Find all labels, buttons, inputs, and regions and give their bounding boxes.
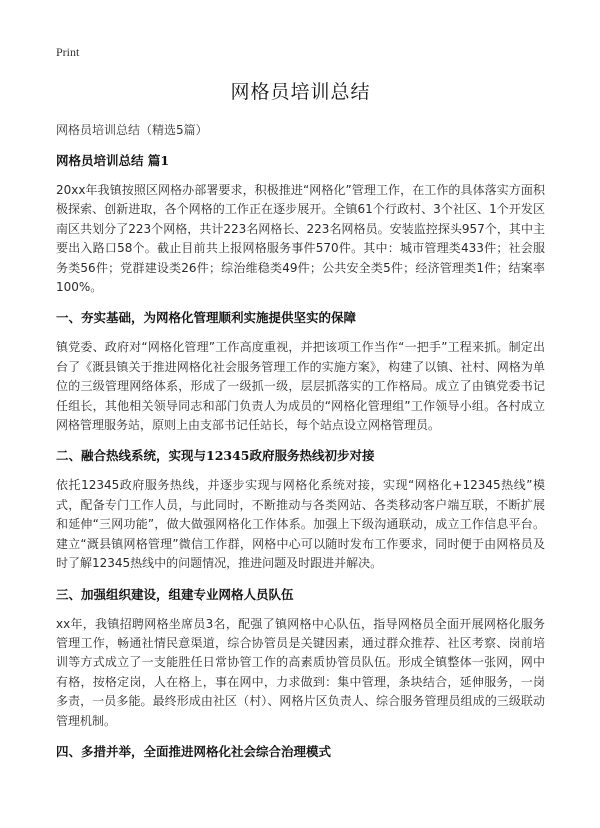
page-title: 网格员培训总结	[230, 81, 371, 103]
intro-paragraph: 20xx年我镇按照区网格办部署要求，积极推进“网格化”管理工作，在工作的具体落实方面积极探索、创新进取，各个网格的工作正在逐步展开。全镇61个行政村、3个社区、1个开发区南区共划分了223个网格，共计223名网格长、223名网格员。安装监控探头957个，其中主要出入路口58个。截止目前共上报网格服务事件570件。其中：城市管理类433件；社会服务类56件；党群建设类26件；综治维稳类49件；公共安全类5件；经济管理类1件；结案率100%。	[56, 183, 545, 295]
section-heading-4: 四、多措并举，全面推进网格化社会综合治理模式	[56, 743, 332, 759]
section-heading-1: 一、夯实基础，为网格化管理顺利实施提供坚实的保障	[56, 310, 357, 326]
print-link[interactable]: Print	[56, 45, 80, 59]
section-body-3: xx年，我镇招聘网格坐席员3名，配强了镇网格中心队伍，指导网格员全面开展网格化服务管理工作，畅通社情民意渠道，综合协管员是关键因素，通过群众推荐、社区考察、岗前培训等方式成立了一支能胜任日常协管工作的高素质协管员队伍。形成全镇整体一张网，网中有格，按格定岗，人在格上，事在网中，力求做到：集中管理，条块结合，延伸服务，一岗多责，一员多能。最终形成由社区（村）、网格片区负责人、综合服务管理员组成的三级联动管理机制。	[56, 616, 545, 728]
section-body-2: 依托12345政府服务热线，并逐步实现与网格化系统对接，实现“网格化+12345热线”模式，配备专门工作人员，与此同时，不断推动与各类网站、各类移动客户端互联，不断扩展和延伸“三网功能”，做大做强网格化工作体系。加强上下级沟通联动，成立工作信息平台。建立“溉县镇网格管理”微信工作群，网格中心可以随时发布工作要求，同时便于由网格员及时了解12345热线中的问题情况，推进问题及时跟进并解决。	[56, 478, 545, 571]
section-heading-2: 二、融合热线系统，实现与12345政府服务热线初步对接	[56, 448, 375, 464]
section-body-1: 镇党委、政府对“网格化管理”工作高度重视，并把该项工作当作“一把手”工程来抓。制定出台了《溉县镇关于推进网格化社会服务管理工作的实施方案》，构建了以镇、社村、网格为单位的三级管理网络体系，形成了一级抓一级，层层抓落实的工作格局。成立了由镇党委书记任组长，其他相关领导同志和部门负责人为成员的“网格化管理组”工作领导小组。各村成立网格管理服务站，原则上由支部书记任站长，每个站点设立网格管理员。	[56, 340, 545, 433]
section-heading-3: 三、加强组织建设，组建专业网格人员队伍	[56, 586, 294, 602]
document-subtitle: 网格员培训总结（精选5篇）	[56, 123, 208, 137]
article-heading: 网格员培训总结 篇1	[56, 153, 170, 168]
